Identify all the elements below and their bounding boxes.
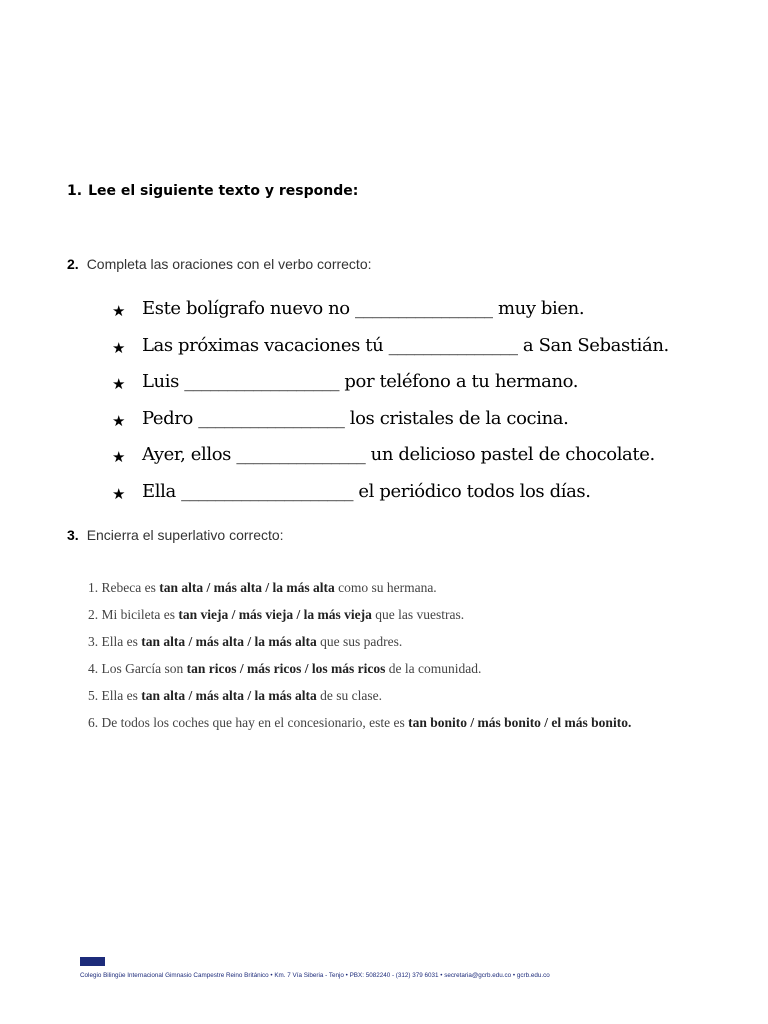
sentence-suffix: que las vuestras. — [371, 607, 465, 622]
star-icon: ★ — [112, 338, 126, 357]
answer-options: tan alta / más alta / la más alta — [141, 634, 317, 649]
list-item — [88, 580, 631, 607]
sentence-prefix: 6. De todos los coches que hay en el concesionario, este es — [88, 715, 409, 730]
list-item — [88, 688, 631, 715]
star-icon: ★ — [112, 448, 126, 466]
sentence-text: Pedro _________________ los cristales de la cocina. — [142, 407, 569, 429]
list-item — [112, 371, 669, 408]
answer-options: tan bonito / más bonito / el más bonito. — [408, 715, 632, 730]
sentence-suffix: que sus padres. — [316, 634, 403, 649]
answer-options: tan alta / más alta / la más alta — [159, 580, 335, 595]
sentence-prefix: 1. Rebeca es — [88, 580, 160, 595]
sentence-prefix: 3. Ella es — [88, 634, 142, 649]
answer-options: tan alta / más alta / la más alta — [141, 688, 317, 703]
sentence-text: Luis __________________ por teléfono a tu hermano. — [142, 371, 579, 392]
list-item — [88, 634, 631, 661]
list-item — [88, 715, 631, 742]
question-3 — [67, 527, 284, 543]
sentence-prefix: 2. Mi bicileta es — [88, 607, 179, 622]
list-item — [112, 408, 669, 445]
star-icon: ★ — [112, 302, 126, 320]
answer-options: tan vieja / más vieja / la más vieja — [178, 607, 372, 622]
sentence-suffix: de su clase. — [316, 688, 382, 703]
footer-contact: Colegio Bilingüe Internacional Gimnasio Campestre Reino Británico • Km. 7 Vía Siberia - Tenjo • PBX: 5082240 - (312) 379 6031 • secretaria@gcrb.edu.co • gcrb.edu.co — [80, 972, 550, 979]
question-1 — [67, 183, 358, 199]
list-item — [88, 607, 631, 634]
question-number: 3. — [67, 527, 79, 543]
sentence-suffix: como su hermana. — [334, 580, 437, 595]
sentence-suffix: de la comunidad. — [385, 661, 482, 676]
star-icon: ★ — [112, 411, 126, 430]
question-text: Encierra el superlativo correcto: — [86, 527, 284, 543]
list-item — [112, 298, 669, 335]
list-item — [112, 481, 669, 518]
sentence-prefix: 5. Ella es — [88, 688, 142, 703]
star-icon: ★ — [112, 375, 126, 393]
star-icon: ★ — [112, 484, 126, 503]
sentence-text: Ayer, ellos _______________ un delicioso pastel de chocolate. — [142, 444, 655, 465]
question-number: 2. — [67, 256, 79, 272]
list-item — [112, 335, 669, 372]
question-number: 1. — [67, 183, 83, 199]
list-item — [112, 444, 669, 481]
sentence-text: Ella ____________________ el periódico todos los días. — [142, 480, 591, 502]
sentence-text: Este bolígrafo nuevo no ________________ muy bien. — [142, 298, 585, 319]
superlative-list — [88, 580, 631, 742]
verb-sentence-list — [112, 298, 669, 517]
sentence-text: Las próximas vacaciones tú _______________ a San Sebastián. — [142, 334, 669, 356]
question-text: Lee el siguiente texto y responde: — [88, 183, 359, 199]
question-text: Completa las oraciones con el verbo correcto: — [86, 256, 372, 272]
footer-logo-bar — [80, 957, 105, 966]
sentence-prefix: 4. Los García son — [88, 661, 187, 676]
answer-options: tan ricos / más ricos / los más ricos — [186, 661, 386, 676]
question-2 — [67, 256, 372, 272]
list-item — [88, 661, 631, 688]
